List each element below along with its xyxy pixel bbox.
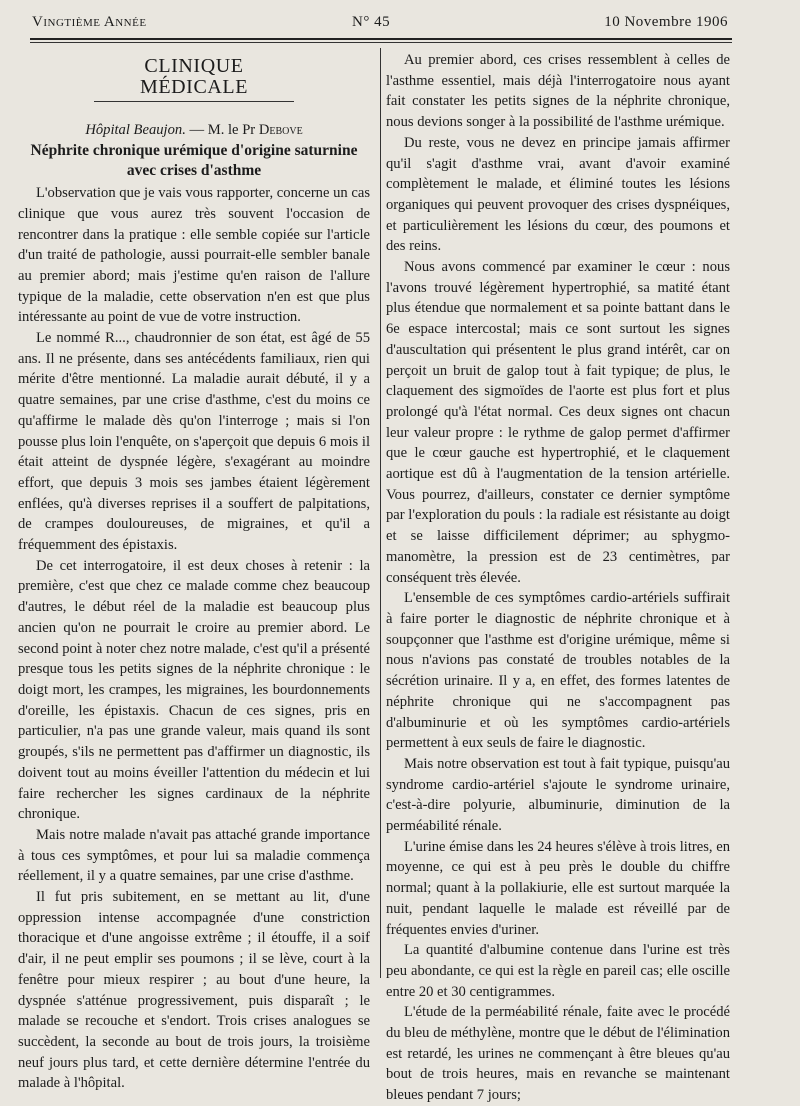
hospital-name: Hôpital Beaujon. [85, 122, 186, 139]
paragraph: L'ensemble de ces symptômes cardio-artériels suffirait à faire porter le diagnostic de néphrite chronique et à soupçonner que l'asthme est d'origine urémique, même si nous n'avions pas constaté de troubles notables de la sécrétion urinaire. Il y a, en effet, des formes latentes de néphrite chronique qui ne s'accompagnent pas d'albuminurie et où les symptômes cardio-artériels permettent à eux seuls de faire le diagnostic. [386, 590, 730, 752]
article-title [18, 141, 370, 181]
byline-separator: — M. le Pr [185, 122, 259, 139]
paragraph: De cet interrogatoire, il est deux choses à retenir : la première, c'est que chez ce malade comme chez beaucoup d'autres, le début réel de la maladie est beaucoup plus ancien qu'on ne pourrait le croire au premier abord. Le second point à noter chez notre malade, c'est qu'il a présenté presque tous les petits signes de la néphrite chronique : le doigt mort, les crampes, les migraines, les bourdonnements d'oreille, les épistaxis. Chacun de ces signes, pris en particulier, n'a pas une grande valeur, mais quand ils sont groupés, s'ils ne permettent pas d'affirmer un diagnostic, ils doivent tout au moins éveiller l'attention du médecin et lui faire rechercher les signes cardinaux de la néphrite chronique. [18, 557, 370, 823]
header-rule-thin [30, 42, 732, 43]
volume-year: Vingtième Année [32, 14, 147, 30]
paragraph: Le nommé R..., chaudronnier de son état, est âgé de 55 ans. Il ne présente, dans ses antécédents familiaux, rien qui mérite d'être mentionné. La maladie aurait débuté, il y a quatre semaines, par une crise d'asthme, c'est du moins ce qu'affirme le malade dès qu'on l'interroge ; mais si l'on pousse plus loin l'enquête, on s'aperçoit que depuis 6 mois il était atteint de dyspnée légère, s'exagérant au moindre effort, que depuis 3 mois ses jambes étaient légèrement enflées, qu'à diverses reprises il a souffert de palpitations, de crampes douloureuses, de migraines, et qu'il a fréquemment des épistaxis. [18, 330, 370, 554]
header-rule-thick [30, 38, 732, 40]
paragraph: L'étude de la perméabilité rénale, faite avec le procédé du bleu de méthylène, montre que le début de l'élimination est retardé, les urines ne commençant à être bleues qu'au bout de trois heures, mais en revanche se maintenant bleues pendant 7 jours; [386, 1004, 730, 1104]
section-title: CLINIQUE MÉDICALE [94, 50, 294, 102]
left-column [18, 50, 370, 1094]
paragraph: La quantité d'albumine contenue dans l'urine est très peu abondante, ce qui est la règle en pareil cas; elle oscille entre 20 et 30 centigrammes. [386, 942, 730, 1000]
paragraph: Du reste, vous ne devez en principe jamais affirmer qu'il s'agit d'asthme vrai, avant d'avoir examiné complètement le malade, et éliminé toutes les lésions organiques qui peuvent provoquer des crises dyspnéiques, et particulièrement les lésions du cœur, des poumons et des reins. [386, 134, 730, 255]
issue-number: N° 45 [352, 14, 391, 30]
paragraph: Il fut pris subitement, en se mettant au lit, d'une oppression intense accompagnée d'une constriction thoracique et d'une angoisse extrême ; il étouffe, il a soif d'air, il ne peut emplir ses poumons ; il se lève, court à la fenêtre pour mieux respirer ; au bout d'une heure, la dyspnée s'atténue progressivement, puis disparaît ; le malade se recouche et s'endort. Trois crises analogues se succèdent, la seconde au bout de trois jours, la troisième neuf jours plus tard, et cette dernière détermine l'entrée du malade à l'hôpital. [18, 889, 370, 1092]
paragraph: Mais notre observation est tout à fait typique, puisqu'au syndrome cardio-artériel s'ajoute le syndrome urinaire, c'est-à-dire polyurie, albuminurie, diminution de la perméabilité rénale. [386, 755, 730, 835]
paragraph: Nous avons commencé par examiner le cœur : nous l'avons trouvé légèrement hypertrophié, sa matité étant plus étendue que normalement et sa pointe battant dans le 6e espace intercostal; mais ce sont surtout les signes d'auscultation qui présentent le plus grand intérêt, car on perçoit un bruit de galop tout à fait typique; de plus, le claquement des sigmoïdes de l'aorte est plus fort et plus prolongé qu'à l'état normal. Ces deux signes ont chacun leur valeur propre : le rythme de galop permet d'affirmer que le cœur gauche est hypertrophié, et le claquement aortique est dû à l'augmentation de la tension artérielle. Vous pourrez, d'ailleurs, constater ce dernier symptôme par l'exploration du pouls : la radiale est résistante au doigt et se laisse difficilement déprimer; au sphygmo-manomètre, la pression est de 23 centimètres, par conséquent très élevée. [386, 259, 730, 586]
doctor-name: Debove [258, 122, 303, 139]
article-title-line2: avec crises d'asthme [126, 162, 262, 180]
right-column [386, 50, 730, 1106]
paragraph: L'urine émise dans les 24 heures s'élève à trois litres, en moyenne, ce qui est à peu près le double du chiffre normal; quant à la pollakiurie, elle est surtout marquée la nuit, pendant laquelle le malade est réveillé par de fréquentes envies d'uriner. [386, 838, 730, 938]
paragraph: Mais notre malade n'avait pas attaché grande importance à tous ces symptômes, et pour lui sa maladie commença réellement, il y a quatre semaines, par une crise d'asthme. [18, 826, 370, 885]
issue-date: 10 Novembre 1906 [604, 14, 728, 30]
article-title-line1: Néphrite chronique urémique d'origine saturnine [30, 142, 358, 160]
paragraph: L'observation que je vais vous rapporter, concerne un cas clinique que vous aurez très souvent l'occasion de rencontrer dans la pratique : elle semble copiée sur l'article d'un traité de pathologie, aussi pourrait-elle sembler banale au premier abord; mais j'estime qu'en raison de l'allure typique de la maladie, cette observation n'en est que plus intéressante au point de vue de votre instruction. [18, 185, 370, 326]
hospital-byline [18, 120, 370, 141]
column-divider [380, 48, 381, 978]
page-header [32, 14, 728, 36]
paragraph: Au premier abord, ces crises ressemblent à celles de l'asthme essentiel, mais déjà l'interrogatoire nous ayant fait constater les petits signes de la néphrite chronique, nous devions songer à la possibilité de l'asthme urémique. [386, 52, 730, 131]
